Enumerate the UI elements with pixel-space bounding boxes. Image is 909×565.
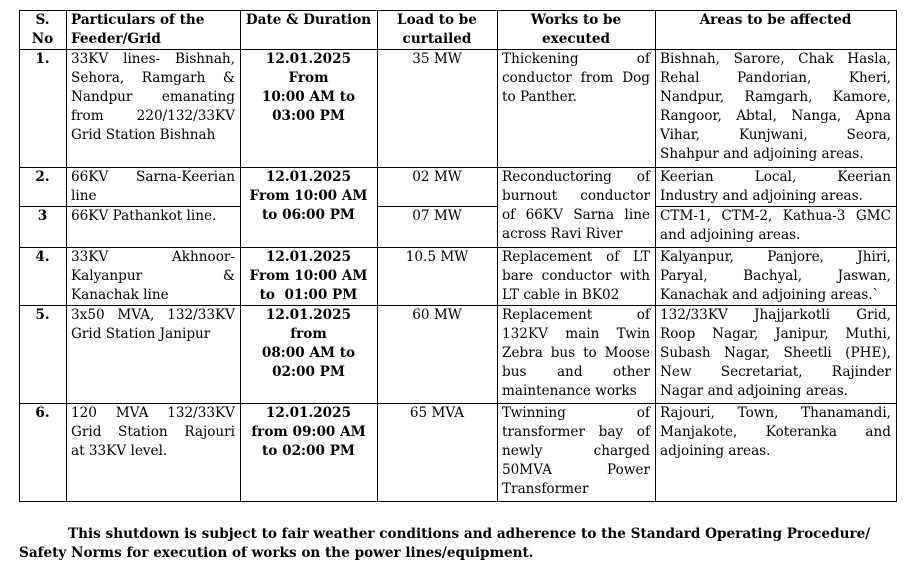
works-line: conductor from Dog xyxy=(502,70,650,86)
feeder-cell xyxy=(67,207,241,248)
date-cell xyxy=(241,306,378,404)
areas-line: Rajouri, Town, Thanamandi, xyxy=(660,405,891,421)
table-row-2 xyxy=(20,168,897,207)
note-line-1: This shutdown is subject to fair weather conditions and adherence to the Standard Operating Procedure/ xyxy=(68,526,871,542)
works-cell xyxy=(498,404,656,502)
works-line: Replacement of LT xyxy=(502,249,650,265)
areas-line: Manjakote, Koteranka and xyxy=(660,424,891,440)
works-line: Thickening of xyxy=(502,51,650,67)
areas-cell xyxy=(656,168,897,207)
header-date: Date & Duration xyxy=(241,11,378,50)
works-line: Replacement of xyxy=(502,307,650,323)
areas-cell xyxy=(656,248,897,306)
works-line: newly charged xyxy=(502,443,650,459)
works-line: LT cable in BK02 xyxy=(502,287,620,303)
works-line: bare conductor with xyxy=(502,268,650,284)
feeder-cell xyxy=(67,50,241,168)
works-line: to Panther. xyxy=(502,89,577,105)
sno-cell: 3 xyxy=(20,207,67,248)
areas-line: 132/33KV Jhajjarkotli Grid, xyxy=(660,307,891,323)
feeder-line: 66KV Sarna-Keerian xyxy=(71,169,235,185)
note-line-2: Safety Norms for execution of works on the power lines/equipment. xyxy=(19,545,534,561)
feeder-line: Kanachak line xyxy=(71,287,169,303)
date-line: 03:00 PM xyxy=(272,108,345,124)
date-line: 12.01.2025 xyxy=(265,51,352,67)
areas-line: and adjoining areas. xyxy=(660,227,801,243)
date-line: 12.01.2025 xyxy=(265,307,352,323)
works-line: burnout conductor xyxy=(502,188,650,204)
load-cell: 60 MW xyxy=(378,306,498,404)
feeder-cell xyxy=(67,404,241,502)
date-line: 12.01.2025 xyxy=(265,405,352,421)
works-line: Transformer xyxy=(502,481,589,497)
feeder-line: 66KV Pathankot line. xyxy=(71,208,217,224)
works-line: across Ravi River xyxy=(502,226,623,242)
load-cell: 65 MVA xyxy=(378,404,498,502)
areas-line: Subash Nagar, Sheetli (PHE), xyxy=(660,345,891,361)
date-cell xyxy=(241,50,378,168)
header-sno: S. No xyxy=(20,11,67,50)
date-line: 10:00 AM to xyxy=(261,89,356,105)
header-works: Works to be executed xyxy=(498,11,656,50)
shutdown-schedule-table xyxy=(19,10,897,502)
date-line: from xyxy=(290,326,327,342)
works-line: transformer bay of xyxy=(502,424,650,440)
date-cell xyxy=(241,168,378,248)
date-line: 08:00 AM to xyxy=(261,345,356,361)
table-header-row xyxy=(20,11,897,50)
header-areas: Areas to be affected xyxy=(656,11,897,50)
works-line: bus and other xyxy=(502,364,650,380)
table-row-5 xyxy=(20,306,897,404)
date-line: From 10:00 AM xyxy=(249,188,368,204)
works-cell xyxy=(498,168,656,248)
areas-line: Rangoor, Abtal, Nanga, Apna xyxy=(660,108,891,124)
works-line: 132KV main Twin xyxy=(502,326,650,342)
areas-cell xyxy=(656,50,897,168)
feeder-line: 33KV Akhnoor- xyxy=(71,249,235,265)
works-cell xyxy=(498,50,656,168)
date-line: 02:00 PM xyxy=(272,364,345,380)
feeder-line: at 33KV level. xyxy=(71,443,168,459)
feeder-cell xyxy=(67,168,241,207)
areas-line: adjoining areas. xyxy=(660,443,771,459)
sno-cell: 2. xyxy=(20,168,67,207)
areas-cell xyxy=(656,207,897,248)
feeder-cell xyxy=(67,306,241,404)
works-line: 50MVA Power xyxy=(502,462,650,478)
areas-line: Nagar and adjoining areas. xyxy=(660,383,848,399)
date-cell xyxy=(241,404,378,502)
areas-line: Industry and adjoining areas. xyxy=(660,188,863,204)
date-line: to 02:00 PM xyxy=(262,443,355,459)
date-line: 12.01.2025 xyxy=(265,169,352,185)
load-cell: 10.5 MW xyxy=(378,248,498,306)
header-load: Load to be curtailed xyxy=(378,11,498,50)
table-row-4 xyxy=(20,248,897,306)
areas-line: Kalyanpur, Panjore, Jhiri, xyxy=(660,249,891,265)
date-line: from 09:00 AM xyxy=(251,424,366,440)
feeder-line: Kalyanpur & xyxy=(71,268,235,284)
date-cell xyxy=(241,248,378,306)
feeder-line: 3x50 MVA, 132/33KV xyxy=(71,307,235,323)
works-line: Zebra bus to Moose xyxy=(502,345,650,361)
date-line: From xyxy=(288,70,329,86)
areas-line: Nandpur, Ramgarh, Kamore, xyxy=(660,89,891,105)
date-line: to 01:00 PM xyxy=(259,287,358,303)
areas-cell xyxy=(656,404,897,502)
feeder-line: Nandpur emanating xyxy=(71,89,235,105)
areas-line: Roop Nagar, Janipur, Muthi, xyxy=(660,326,891,342)
load-cell: 02 MW xyxy=(378,168,498,207)
sno-cell: 1. xyxy=(20,50,67,168)
areas-line: Shahpur and adjoining areas. xyxy=(660,146,864,162)
works-line: Reconductoring of xyxy=(502,169,650,185)
table-row-3 xyxy=(20,207,897,248)
date-line: to 06:00 PM xyxy=(262,207,355,223)
sno-cell: 6. xyxy=(20,404,67,502)
feeder-line: Sehora, Ramgarh & xyxy=(71,70,235,86)
load-cell: 35 MW xyxy=(378,50,498,168)
works-line: Twinning of xyxy=(502,405,650,421)
areas-line: Vihar, Kunjwani, Seora, xyxy=(660,127,891,143)
feeder-line: from 220/132/33KV xyxy=(71,108,235,124)
works-cell xyxy=(498,248,656,306)
areas-line: Paryal, Bachyal, Jaswan, xyxy=(660,268,891,284)
feeder-cell xyxy=(67,248,241,306)
date-line: 12.01.2025 xyxy=(265,249,352,265)
sno-cell: 4. xyxy=(20,248,67,306)
areas-line: CTM-1, CTM-2, Kathua-3 GMC xyxy=(660,208,891,224)
works-line: of 66KV Sarna line xyxy=(502,207,650,223)
table-row-6 xyxy=(20,404,897,502)
table-row-1 xyxy=(20,50,897,168)
feeder-line: Grid Station Bishnah xyxy=(71,127,216,143)
header-feeder: Particulars of the Feeder/Grid xyxy=(67,11,241,50)
date-line: From 10:00 AM xyxy=(249,268,368,284)
areas-line: Bishnah, Sarore, Chak Hasla, xyxy=(660,51,891,67)
feeder-line: Grid Station Janipur xyxy=(71,326,211,342)
feeder-line: 33KV lines- Bishnah, xyxy=(71,51,235,67)
shutdown-note xyxy=(19,525,889,563)
load-cell: 07 MW xyxy=(378,207,498,248)
areas-line: Keerian Local, Keerian xyxy=(660,169,891,185)
areas-line: New Secretariat, Rajinder xyxy=(660,364,891,380)
areas-line: Kanachak and adjoining areas.` xyxy=(660,287,880,303)
sno-cell: 5. xyxy=(20,306,67,404)
feeder-line: 120 MVA 132/33KV xyxy=(71,405,235,421)
works-cell xyxy=(498,306,656,404)
areas-line: Rehal Pandorian, Kheri, xyxy=(660,70,891,86)
feeder-line: Grid Station Rajouri xyxy=(71,424,235,440)
feeder-line: line xyxy=(71,188,97,204)
works-line: maintenance works xyxy=(502,383,637,399)
areas-cell xyxy=(656,306,897,404)
